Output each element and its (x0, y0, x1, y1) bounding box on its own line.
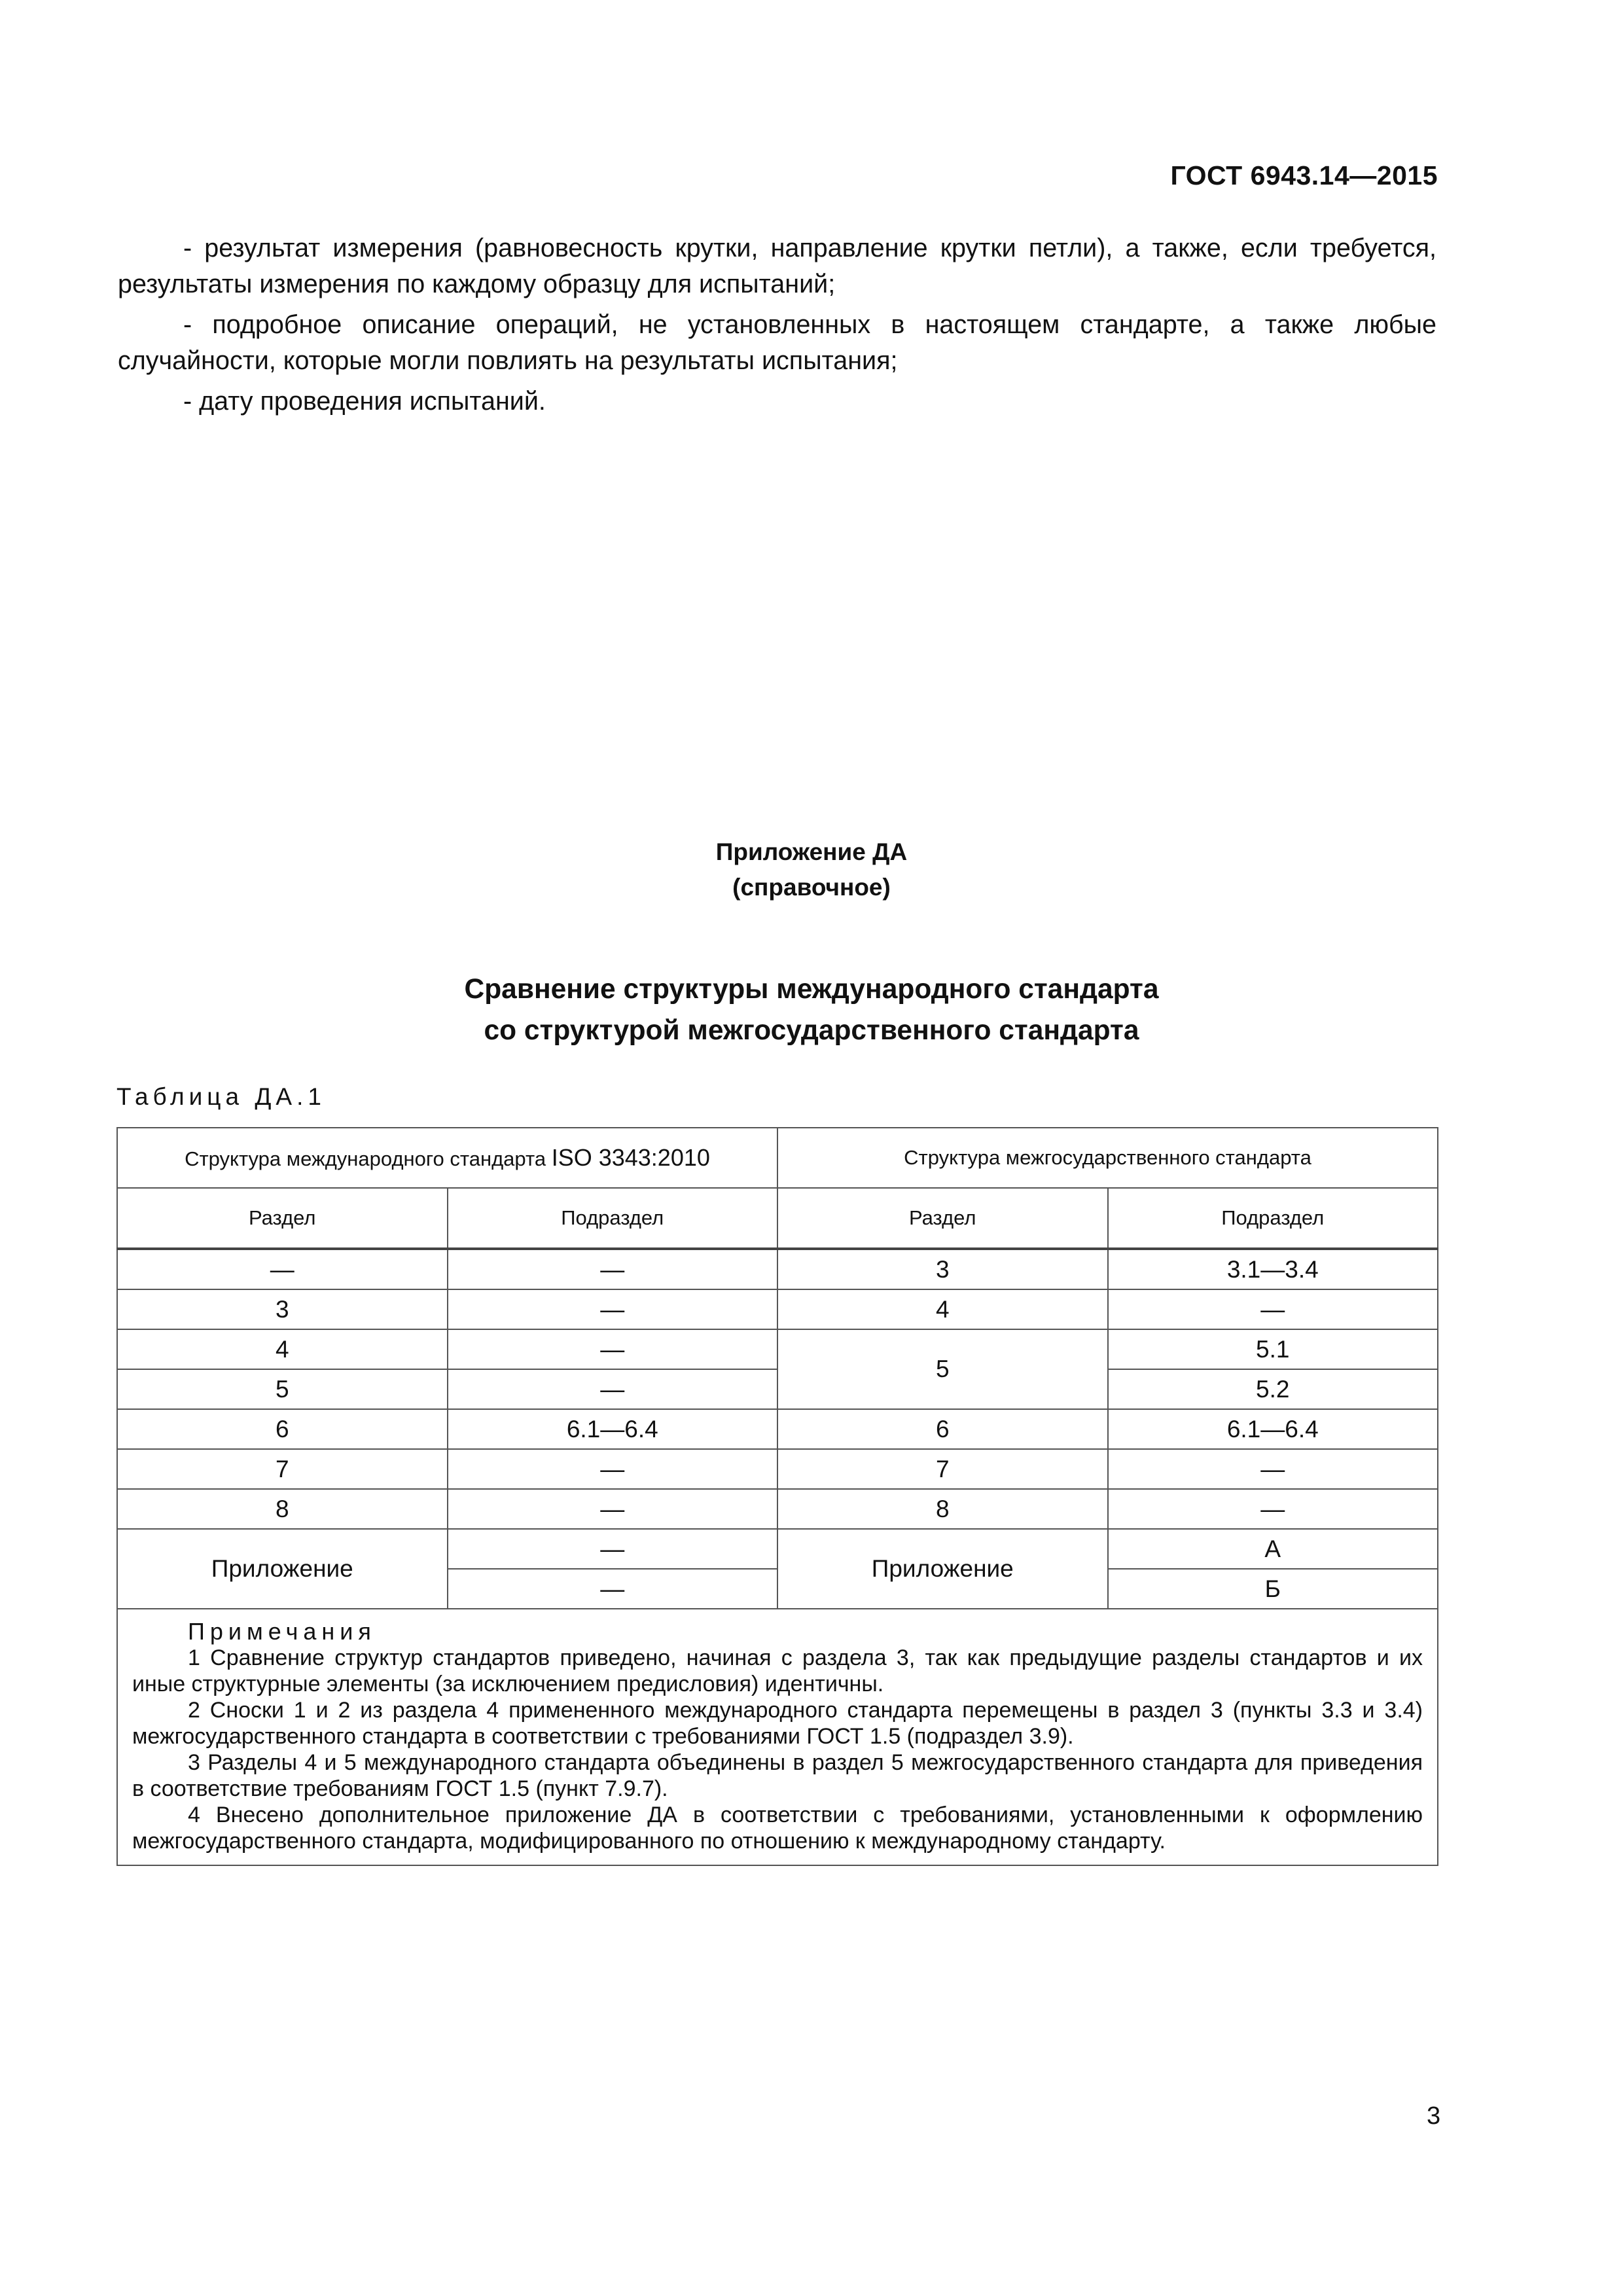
table-cell: — (448, 1329, 778, 1369)
table-cell: — (117, 1249, 448, 1289)
table-row (117, 1289, 1438, 1329)
table-cell: 6.1—6.4 (1108, 1409, 1438, 1449)
table-cell: 5.2 (1108, 1369, 1438, 1409)
table-cell: — (448, 1369, 778, 1409)
note-item: 4 Внесено дополнительное приложение ДА в соответствии с требованиями, установленными к оформлению межгосударственного стандарта, модифицированного по отношению к международному стандарту. (132, 1803, 1423, 1854)
table-cell: — (448, 1249, 778, 1289)
list-item: - результат измерения (равновесность крутки, направление крутки петли), а также, если требуется, результаты измерения по каждому образцу для испытаний; (118, 234, 1436, 298)
annex-name: Приложение ДА (715, 838, 908, 865)
table-cell: 3.1—3.4 (1108, 1249, 1438, 1289)
table-notes (117, 1609, 1438, 1865)
column-header: Подраздел (448, 1188, 778, 1249)
table-cell: — (448, 1529, 778, 1569)
table-row (117, 1449, 1438, 1489)
notes-title: Примечания (188, 1618, 376, 1645)
table-cell: 4 (117, 1329, 448, 1369)
table-row (117, 1489, 1438, 1529)
group-header-interstate: Структура межгосударственного стандарта (777, 1128, 1438, 1188)
table-row (117, 1249, 1438, 1289)
note-item: 3 Разделы 4 и 5 международного стандарта объединены в раздел 5 межгосударственного стандарта для приведения в соответствие требованиям ГОСТ 1.5 (пункт 7.9.7). (132, 1750, 1423, 1801)
table-cell: — (1108, 1489, 1438, 1529)
table-cell: 5.1 (1108, 1329, 1438, 1369)
table-cell: 7 (117, 1449, 448, 1489)
page-number: 3 (1427, 2102, 1441, 2130)
table-cell: 3 (117, 1289, 448, 1329)
annex-title-line-2: со структурой межгосударственного стандарта (484, 1015, 1139, 1046)
table-cell: 8 (777, 1489, 1108, 1529)
annex-type: (справочное) (732, 874, 891, 901)
table-cell: — (1108, 1449, 1438, 1489)
structure-comparison-table (116, 1127, 1438, 1866)
table-cell: 5 (777, 1329, 1108, 1409)
table-cell: 3 (777, 1249, 1108, 1289)
table-cell: — (448, 1289, 778, 1329)
list-item: - подробное описание операций, не установленных в настоящем стандарте, а также любые случайности, которые могли повлиять на результаты испытания; (118, 310, 1436, 375)
document-code: ГОСТ 6943.14—2015 (1170, 160, 1438, 190)
table-cell: 7 (777, 1449, 1108, 1489)
note-item: 1 Сравнение структур стандартов приведено, начиная с раздела 3, так как предыдущие разделы стандартов и их иные структурные элементы (за исключением предисловия) идентичны. (132, 1645, 1423, 1696)
table-cell: Б (1108, 1569, 1438, 1609)
group-header-international: Структура международного стандарта ISO 3343:2010 (117, 1128, 777, 1188)
table-cell: 5 (117, 1369, 448, 1409)
table-cell: — (448, 1489, 778, 1529)
note-item: 2 Сноски 1 и 2 из раздела 4 примененного международного стандарта перемещены в раздел 3 (пункты 3.3 и 3.4) межгосударственного стандарта в соответствии с требованиями ГОСТ 1.5 (подраздел 3.9). (132, 1698, 1423, 1749)
table-cell: — (448, 1569, 778, 1609)
column-header: Раздел (117, 1188, 448, 1249)
table-cell: — (1108, 1289, 1438, 1329)
table-row (117, 1329, 1438, 1369)
annex-heading (0, 834, 1623, 905)
table-cell: Приложение (117, 1529, 448, 1609)
table-cell: — (448, 1449, 778, 1489)
list-item: - дату проведения испытаний. (183, 387, 546, 416)
table-cell: Приложение (777, 1529, 1108, 1609)
table-caption: Таблица ДА.1 (116, 1083, 326, 1110)
column-header: Раздел (777, 1188, 1108, 1249)
table-cell: А (1108, 1529, 1438, 1569)
table-row (117, 1409, 1438, 1449)
annex-title-line-1: Сравнение структуры международного стандарта (464, 974, 1159, 1005)
table-cell: 6 (777, 1409, 1108, 1449)
annex-title (0, 969, 1623, 1051)
requirements-list (118, 230, 1436, 424)
table-cell: 6 (117, 1409, 448, 1449)
table-cell: 6.1—6.4 (448, 1409, 778, 1449)
column-header: Подраздел (1108, 1188, 1438, 1249)
table-row (117, 1529, 1438, 1569)
table-cell: 4 (777, 1289, 1108, 1329)
table-cell: 8 (117, 1489, 448, 1529)
